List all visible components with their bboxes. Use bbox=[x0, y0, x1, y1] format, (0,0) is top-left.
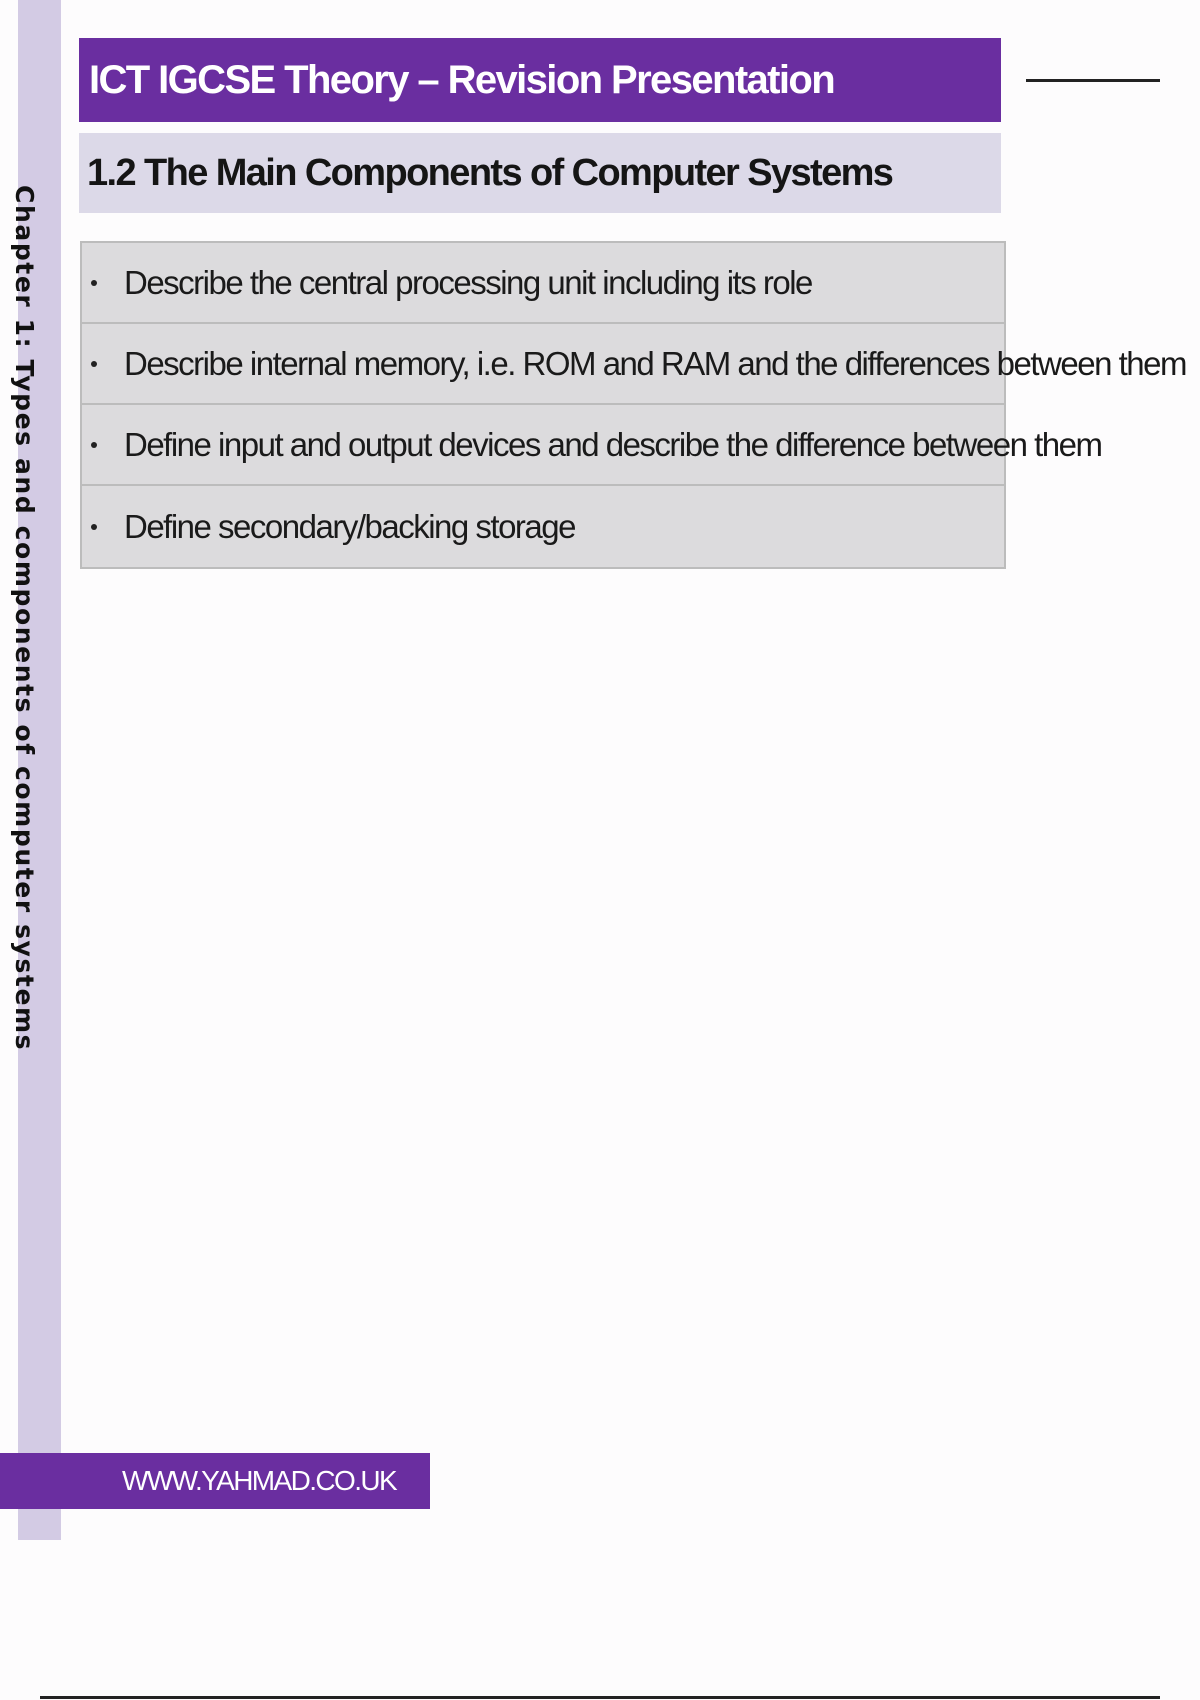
bullet-icon bbox=[91, 442, 97, 448]
objective-item bbox=[82, 486, 1004, 567]
presentation-title: ICT IGCSE Theory – Revision Presentation bbox=[89, 57, 835, 102]
bullet-icon bbox=[91, 524, 97, 530]
objective-item bbox=[82, 243, 1004, 324]
chapter-title: Chapter 1: Types and components of computer systems bbox=[10, 185, 39, 1052]
subtitle-banner bbox=[79, 133, 1001, 213]
title-banner bbox=[79, 38, 1001, 122]
objective-text: Define secondary/backing storage bbox=[124, 507, 575, 545]
objective-text: Define input and output devices and describe the difference between them bbox=[124, 425, 1102, 463]
website-label: WWW.YAHMAD.CO.UK bbox=[122, 1465, 397, 1496]
bullet-icon bbox=[91, 361, 97, 367]
objectives-list bbox=[80, 241, 1186, 569]
objective-item bbox=[82, 324, 1186, 405]
footer-banner bbox=[0, 1453, 430, 1509]
objective-text: Describe the central processing unit including its role bbox=[124, 263, 812, 301]
section-title: 1.2 The Main Components of Computer Systems bbox=[87, 151, 893, 194]
objective-item bbox=[82, 405, 1102, 486]
header-rule bbox=[1026, 79, 1160, 82]
objective-text: Describe internal memory, i.e. ROM and RAM and the differences between them bbox=[124, 344, 1186, 382]
bullet-icon bbox=[91, 280, 97, 286]
footer-rule bbox=[40, 1696, 1160, 1699]
